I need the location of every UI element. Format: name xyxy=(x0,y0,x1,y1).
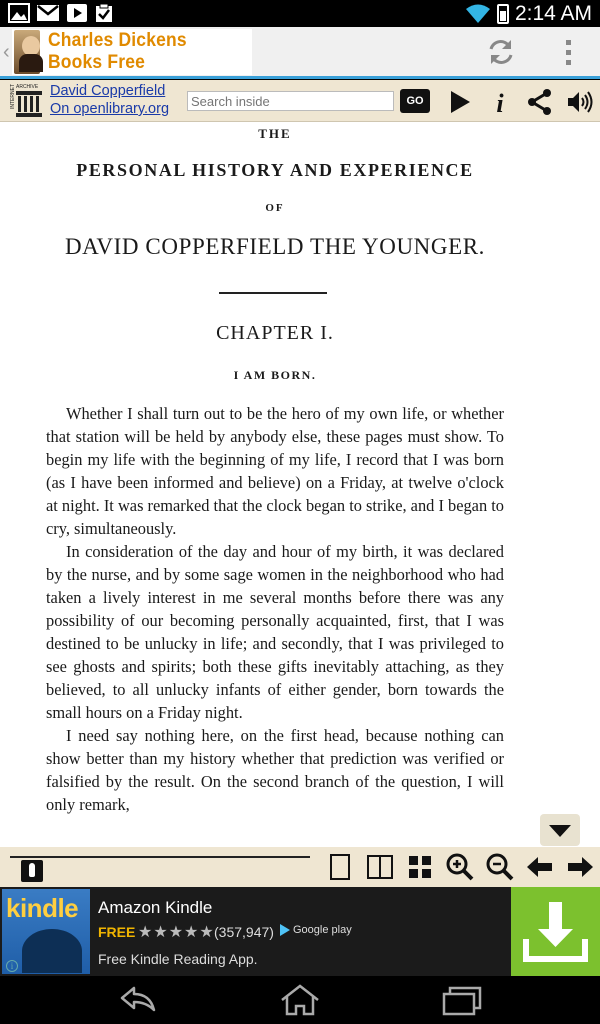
home-icon[interactable] xyxy=(278,984,322,1016)
reader-tree-illustration xyxy=(22,929,82,973)
svg-text:ARCHIVE: ARCHIVE xyxy=(16,84,39,90)
battery-icon xyxy=(497,4,509,24)
ad-price: FREE xyxy=(98,924,136,940)
author-portrait-icon xyxy=(14,30,40,74)
recent-apps-icon[interactable] xyxy=(440,984,484,1016)
app-title: Charles Dickens Books Free xyxy=(48,30,188,73)
single-page-icon[interactable] xyxy=(324,851,356,883)
thumbnail-grid-icon[interactable] xyxy=(404,851,436,883)
app-logo[interactable] xyxy=(12,29,252,75)
reader-toolbar xyxy=(0,80,600,122)
google-play-badge xyxy=(280,924,352,936)
reader-controls xyxy=(0,847,600,887)
two-page-icon[interactable] xyxy=(364,851,396,883)
status-bar xyxy=(0,0,600,27)
title-line-1: PERSONAL HISTORY AND EXPERIENCE xyxy=(76,160,474,180)
speaker-icon[interactable] xyxy=(566,88,594,116)
info-icon[interactable] xyxy=(486,88,514,116)
google-play-label: Google play xyxy=(293,924,352,936)
app-bar xyxy=(0,27,600,79)
svg-text:INTERNET: INTERNET xyxy=(10,84,16,109)
title-line-2: DAVID COPPERFIELD THE YOUNGER. xyxy=(64,234,486,259)
paragraph-2: In consideration of the day and hour of my birth, it was declared by the nurse, and by some sage women in the neighborhood who had taken a lively interest in me several months before there was any possibility of our becoming personally acquainted, first, that I was destined to be unlucky in life; and secondly, that I was privileged to see ghosts and spirits; both these gifts inevitably attaching, as they believed, to all unlucky infants of either gender, born towards the small hours on a Friday night. xyxy=(46,542,504,722)
book-page[interactable] xyxy=(0,122,600,847)
ad-banner[interactable] xyxy=(0,887,600,976)
overflow-menu-icon[interactable] xyxy=(558,37,578,67)
svg-text:i: i xyxy=(496,89,504,116)
google-play-icon xyxy=(280,924,290,936)
back-chevron-icon[interactable]: ‹ xyxy=(3,41,10,63)
chapter-body xyxy=(46,402,504,816)
collapse-toolbar-button[interactable] xyxy=(540,814,580,846)
download-icon xyxy=(511,887,600,976)
chapter-heading: CHAPTER I. xyxy=(216,322,334,344)
refresh-icon[interactable] xyxy=(486,37,516,67)
system-indicators xyxy=(465,0,592,27)
navigation-bar xyxy=(0,976,600,1024)
go-button[interactable]: GO xyxy=(400,89,430,113)
back-icon[interactable] xyxy=(116,984,160,1016)
ad-download-button[interactable] xyxy=(511,887,600,976)
kindle-logo-text: kindle xyxy=(6,893,79,923)
page-slider-track[interactable] xyxy=(10,856,310,858)
previous-page-icon[interactable] xyxy=(524,851,556,883)
play-icon[interactable] xyxy=(446,88,474,116)
page-slider-thumb[interactable] xyxy=(21,860,43,882)
share-icon[interactable] xyxy=(526,88,554,116)
ad-app-name: Amazon Kindle xyxy=(98,898,213,917)
gallery-icon xyxy=(8,3,30,23)
gmail-icon xyxy=(36,3,60,23)
paragraph-3: I need say nothing here, on the first head, because nothing can show better than my history whether that prediction was verified or falsified by the result. On the second branch of the question, I will only remark, xyxy=(46,726,504,814)
zoom-in-icon[interactable] xyxy=(444,851,476,883)
internet-archive-logo[interactable] xyxy=(4,82,44,120)
zoom-out-icon[interactable] xyxy=(484,851,516,883)
wifi-icon xyxy=(465,4,491,24)
clipboard-check-icon xyxy=(94,3,114,23)
book-link-source[interactable]: On openlibrary.org xyxy=(50,101,170,117)
title-of: OF xyxy=(265,202,285,214)
play-store-icon xyxy=(66,3,88,23)
chapter-subtitle: I AM BORN. xyxy=(233,368,317,382)
book-link-title[interactable]: David Copperfield xyxy=(50,83,166,99)
title-rule xyxy=(219,292,327,294)
clock: 2:14 AM xyxy=(514,1,592,25)
next-page-icon[interactable] xyxy=(564,851,596,883)
ad-info-icon[interactable]: i xyxy=(6,960,18,972)
book-source-link[interactable] xyxy=(50,82,169,118)
search-inside-input[interactable] xyxy=(187,91,394,111)
ad-rating-stars: ★★★★★ xyxy=(138,924,215,941)
ad-description: Free Kindle Reading App. xyxy=(98,951,258,967)
paragraph-1: Whether I shall turn out to be the hero of my own life, or whether that station will be held by anybody else, these pages must show. To begin my life with the beginning of my life, I record that I was born (as I have been informed and believe) on a Friday, at twelve o'clock at night. It was remarked that the clock began to strike, and I began to cry, simultaneously. xyxy=(46,404,504,538)
title-the: THE xyxy=(258,126,292,141)
notification-icons xyxy=(8,3,114,23)
ad-rating-count: (357,947) xyxy=(214,924,274,940)
